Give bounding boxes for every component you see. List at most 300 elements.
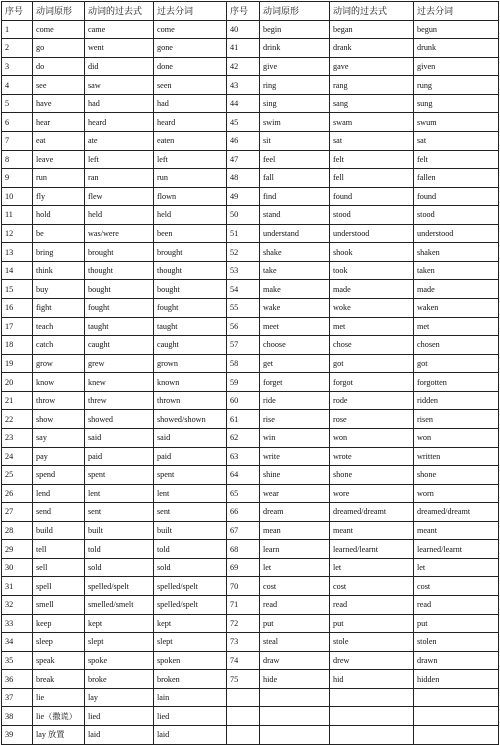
index-cell: 66 — [227, 503, 260, 522]
base-form-cell: get — [260, 354, 330, 373]
table-header-row — [2, 2, 499, 21]
past-tense-cell: felt — [330, 150, 414, 169]
index-cell: 28 — [2, 521, 33, 540]
base-form-cell: rise — [260, 410, 330, 429]
index-cell: 61 — [227, 410, 260, 429]
past-tense-cell: took — [330, 261, 414, 280]
index-cell: 44 — [227, 94, 260, 113]
base-form-cell: make — [260, 280, 330, 299]
table-row — [2, 94, 499, 113]
base-form-cell: lie（撒谎） — [33, 707, 85, 726]
base-form-cell: ride — [260, 391, 330, 410]
index-cell: 9 — [2, 169, 33, 188]
past-participle-cell: made — [414, 280, 499, 299]
past-participle-cell: been — [154, 224, 227, 243]
past-participle-cell: paid — [154, 447, 227, 466]
past-tense-cell: meant — [330, 521, 414, 540]
index-cell: 58 — [227, 354, 260, 373]
base-form-cell: lend — [33, 484, 85, 503]
index-cell: 43 — [227, 76, 260, 95]
past-tense-cell: broke — [85, 670, 154, 689]
past-participle-cell: put — [414, 614, 499, 633]
past-participle-cell: flown — [154, 187, 227, 206]
irregular-verb-table — [1, 1, 499, 745]
base-form-cell: forget — [260, 373, 330, 392]
past-participle-cell: thrown — [154, 391, 227, 410]
index-cell: 14 — [2, 261, 33, 280]
past-participle-cell: stood — [414, 206, 499, 225]
past-tense-cell: kept — [85, 614, 154, 633]
past-tense-cell: learned/learnt — [330, 540, 414, 559]
past-participle-cell: fallen — [414, 169, 499, 188]
base-form-cell: fall — [260, 169, 330, 188]
table-row — [2, 614, 499, 633]
base-form-cell: break — [33, 670, 85, 689]
table-row — [2, 540, 499, 559]
past-tense-cell: paid — [85, 447, 154, 466]
header-index-left: 序号 — [2, 2, 33, 21]
past-tense-cell: put — [330, 614, 414, 633]
past-participle-cell: drawn — [414, 651, 499, 670]
base-form-cell: fight — [33, 299, 85, 318]
past-tense-cell: taught — [85, 317, 154, 336]
base-form-cell: hear — [33, 113, 85, 132]
past-participle-cell: waken — [414, 299, 499, 318]
past-tense-cell: had — [85, 94, 154, 113]
base-form-cell: spell — [33, 577, 85, 596]
index-cell: 27 — [2, 503, 33, 522]
table-row — [2, 410, 499, 429]
base-form-cell: feel — [260, 150, 330, 169]
past-participle-cell: sold — [154, 558, 227, 577]
base-form-cell: take — [260, 261, 330, 280]
past-participle-cell: done — [154, 57, 227, 76]
index-cell: 59 — [227, 373, 260, 392]
index-cell: 38 — [2, 707, 33, 726]
table-row — [2, 688, 499, 707]
base-form-cell: be — [33, 224, 85, 243]
base-form-cell — [260, 688, 330, 707]
past-participle-cell: hidden — [414, 670, 499, 689]
index-cell: 24 — [2, 447, 33, 466]
base-form-cell: read — [260, 596, 330, 615]
base-form-cell: come — [33, 20, 85, 39]
index-cell: 75 — [227, 670, 260, 689]
past-participle-cell — [414, 688, 499, 707]
header-base-form-left: 动词原形 — [33, 2, 85, 21]
past-tense-cell — [330, 688, 414, 707]
past-tense-cell: bought — [85, 280, 154, 299]
past-participle-cell: sent — [154, 503, 227, 522]
base-form-cell: lay 放置 — [33, 725, 85, 744]
index-cell: 41 — [227, 39, 260, 58]
past-participle-cell: held — [154, 206, 227, 225]
past-tense-cell: showed — [85, 410, 154, 429]
base-form-cell: hide — [260, 670, 330, 689]
past-participle-cell: gone — [154, 39, 227, 58]
past-tense-cell: rode — [330, 391, 414, 410]
index-cell: 49 — [227, 187, 260, 206]
base-form-cell: win — [260, 428, 330, 447]
past-participle-cell: laid — [154, 725, 227, 744]
index-cell: 31 — [2, 577, 33, 596]
index-cell: 17 — [2, 317, 33, 336]
header-past-participle-left: 过去分词 — [154, 2, 227, 21]
index-cell: 21 — [2, 391, 33, 410]
index-cell: 22 — [2, 410, 33, 429]
base-form-cell: sit — [260, 131, 330, 150]
past-tense-cell: wore — [330, 484, 414, 503]
index-cell: 42 — [227, 57, 260, 76]
index-cell: 74 — [227, 651, 260, 670]
base-form-cell: meet — [260, 317, 330, 336]
base-form-cell: think — [33, 261, 85, 280]
base-form-cell: swim — [260, 113, 330, 132]
index-cell: 55 — [227, 299, 260, 318]
past-participle-cell: stolen — [414, 633, 499, 652]
past-participle-cell: won — [414, 428, 499, 447]
past-tense-cell: caught — [85, 336, 154, 355]
past-participle-cell: risen — [414, 410, 499, 429]
past-tense-cell: grew — [85, 354, 154, 373]
past-tense-cell: laid — [85, 725, 154, 744]
index-cell: 13 — [2, 243, 33, 262]
past-participle-cell: had — [154, 94, 227, 113]
base-form-cell: dream — [260, 503, 330, 522]
index-cell: 39 — [2, 725, 33, 744]
base-form-cell: put — [260, 614, 330, 633]
table-row — [2, 558, 499, 577]
table-row — [2, 131, 499, 150]
past-tense-cell: flew — [85, 187, 154, 206]
past-tense-cell: rose — [330, 410, 414, 429]
past-tense-cell: sang — [330, 94, 414, 113]
table-row — [2, 447, 499, 466]
past-tense-cell: shook — [330, 243, 414, 262]
index-cell: 62 — [227, 428, 260, 447]
past-participle-cell: lied — [154, 707, 227, 726]
past-participle-cell: forgotten — [414, 373, 499, 392]
index-cell: 15 — [2, 280, 33, 299]
base-form-cell: bring — [33, 243, 85, 262]
table-row — [2, 280, 499, 299]
past-participle-cell: sung — [414, 94, 499, 113]
past-tense-cell: left — [85, 150, 154, 169]
base-form-cell: teach — [33, 317, 85, 336]
index-cell — [227, 688, 260, 707]
past-tense-cell: understood — [330, 224, 414, 243]
index-cell: 8 — [2, 150, 33, 169]
past-participle-cell: drunk — [414, 39, 499, 58]
index-cell: 4 — [2, 76, 33, 95]
index-cell: 20 — [2, 373, 33, 392]
base-form-cell: go — [33, 39, 85, 58]
index-cell: 36 — [2, 670, 33, 689]
base-form-cell: have — [33, 94, 85, 113]
past-tense-cell: spelled/spelt — [85, 577, 154, 596]
table-row — [2, 336, 499, 355]
past-participle-cell: rung — [414, 76, 499, 95]
past-participle-cell: learned/learnt — [414, 540, 499, 559]
past-tense-cell: slept — [85, 633, 154, 652]
index-cell — [227, 707, 260, 726]
index-cell: 72 — [227, 614, 260, 633]
table-row — [2, 224, 499, 243]
past-participle-cell: worn — [414, 484, 499, 503]
table-row — [2, 484, 499, 503]
past-tense-cell: ate — [85, 131, 154, 150]
table-row — [2, 651, 499, 670]
base-form-cell: let — [260, 558, 330, 577]
base-form-cell: understand — [260, 224, 330, 243]
base-form-cell: begin — [260, 20, 330, 39]
table-row — [2, 57, 499, 76]
header-past-tense-left: 动词的过去式 — [85, 2, 154, 21]
header-past-tense-right: 动词的过去式 — [330, 2, 414, 21]
table-row — [2, 725, 499, 744]
index-cell: 18 — [2, 336, 33, 355]
index-cell: 54 — [227, 280, 260, 299]
index-cell: 29 — [2, 540, 33, 559]
index-cell: 68 — [227, 540, 260, 559]
table-row — [2, 670, 499, 689]
table-body — [2, 20, 499, 744]
past-participle-cell: kept — [154, 614, 227, 633]
index-cell: 48 — [227, 169, 260, 188]
past-tense-cell: drank — [330, 39, 414, 58]
index-cell: 2 — [2, 39, 33, 58]
index-cell: 65 — [227, 484, 260, 503]
past-participle-cell — [414, 725, 499, 744]
table-row — [2, 261, 499, 280]
base-form-cell: find — [260, 187, 330, 206]
table-row — [2, 577, 499, 596]
table-row — [2, 391, 499, 410]
base-form-cell: stand — [260, 206, 330, 225]
past-participle-cell: taken — [414, 261, 499, 280]
past-tense-cell: drew — [330, 651, 414, 670]
index-cell: 56 — [227, 317, 260, 336]
table-row — [2, 150, 499, 169]
past-tense-cell: said — [85, 428, 154, 447]
index-cell: 19 — [2, 354, 33, 373]
index-cell: 3 — [2, 57, 33, 76]
base-form-cell: choose — [260, 336, 330, 355]
base-form-cell: pay — [33, 447, 85, 466]
past-tense-cell: thought — [85, 261, 154, 280]
past-participle-cell: lent — [154, 484, 227, 503]
past-participle-cell: run — [154, 169, 227, 188]
base-form-cell: sing — [260, 94, 330, 113]
past-tense-cell: ran — [85, 169, 154, 188]
index-cell: 50 — [227, 206, 260, 225]
base-form-cell: eat — [33, 131, 85, 150]
header-past-participle-right: 过去分词 — [414, 2, 499, 21]
index-cell: 30 — [2, 558, 33, 577]
base-form-cell: leave — [33, 150, 85, 169]
base-form-cell: lie — [33, 688, 85, 707]
base-form-cell: steal — [260, 633, 330, 652]
past-tense-cell: read — [330, 596, 414, 615]
past-participle-cell: meant — [414, 521, 499, 540]
table-row — [2, 466, 499, 485]
base-form-cell: drink — [260, 39, 330, 58]
past-participle-cell: found — [414, 187, 499, 206]
base-form-cell: catch — [33, 336, 85, 355]
base-form-cell: write — [260, 447, 330, 466]
past-tense-cell: swam — [330, 113, 414, 132]
past-participle-cell: thought — [154, 261, 227, 280]
past-participle-cell: written — [414, 447, 499, 466]
base-form-cell: ring — [260, 76, 330, 95]
base-form-cell: hold — [33, 206, 85, 225]
past-participle-cell: swum — [414, 113, 499, 132]
past-participle-cell: built — [154, 521, 227, 540]
base-form-cell: sell — [33, 558, 85, 577]
base-form-cell: cost — [260, 577, 330, 596]
past-tense-cell: was/were — [85, 224, 154, 243]
past-participle-cell: said — [154, 428, 227, 447]
index-cell: 73 — [227, 633, 260, 652]
past-tense-cell: shone — [330, 466, 414, 485]
table-row — [2, 243, 499, 262]
past-participle-cell: caught — [154, 336, 227, 355]
base-form-cell: speak — [33, 651, 85, 670]
index-cell: 11 — [2, 206, 33, 225]
past-participle-cell: ridden — [414, 391, 499, 410]
past-tense-cell: smelled/smelt — [85, 596, 154, 615]
past-participle-cell: taught — [154, 317, 227, 336]
table-row — [2, 76, 499, 95]
past-tense-cell: held — [85, 206, 154, 225]
index-cell: 57 — [227, 336, 260, 355]
past-tense-cell: spoke — [85, 651, 154, 670]
index-cell: 1 — [2, 20, 33, 39]
index-cell: 63 — [227, 447, 260, 466]
past-participle-cell: bought — [154, 280, 227, 299]
table-row — [2, 113, 499, 132]
base-form-cell: shake — [260, 243, 330, 262]
table-row — [2, 633, 499, 652]
past-tense-cell: won — [330, 428, 414, 447]
index-cell: 45 — [227, 113, 260, 132]
past-tense-cell: knew — [85, 373, 154, 392]
index-cell: 35 — [2, 651, 33, 670]
base-form-cell: spend — [33, 466, 85, 485]
past-participle-cell: met — [414, 317, 499, 336]
past-participle-cell: spelled/spelt — [154, 577, 227, 596]
past-tense-cell: threw — [85, 391, 154, 410]
past-participle-cell: shone — [414, 466, 499, 485]
past-tense-cell: stood — [330, 206, 414, 225]
past-participle-cell: sat — [414, 131, 499, 150]
past-tense-cell — [330, 725, 414, 744]
index-cell: 46 — [227, 131, 260, 150]
index-cell: 12 — [2, 224, 33, 243]
base-form-cell: do — [33, 57, 85, 76]
base-form-cell: mean — [260, 521, 330, 540]
past-tense-cell: forgot — [330, 373, 414, 392]
table-row — [2, 503, 499, 522]
past-participle-cell: got — [414, 354, 499, 373]
past-tense-cell: hid — [330, 670, 414, 689]
past-participle-cell: chosen — [414, 336, 499, 355]
base-form-cell — [260, 707, 330, 726]
header-base-form-right: 动词原形 — [260, 2, 330, 21]
index-cell: 33 — [2, 614, 33, 633]
past-tense-cell: saw — [85, 76, 154, 95]
past-tense-cell: rang — [330, 76, 414, 95]
table-row — [2, 39, 499, 58]
past-participle-cell: spent — [154, 466, 227, 485]
index-cell: 7 — [2, 131, 33, 150]
past-participle-cell: heard — [154, 113, 227, 132]
past-tense-cell: got — [330, 354, 414, 373]
past-participle-cell: spelled/spelt — [154, 596, 227, 615]
past-tense-cell: wrote — [330, 447, 414, 466]
past-tense-cell: spent — [85, 466, 154, 485]
base-form-cell: draw — [260, 651, 330, 670]
table-row — [2, 707, 499, 726]
past-participle-cell: cost — [414, 577, 499, 596]
past-tense-cell: fell — [330, 169, 414, 188]
past-tense-cell: told — [85, 540, 154, 559]
past-participle-cell — [414, 707, 499, 726]
past-participle-cell: spoken — [154, 651, 227, 670]
base-form-cell: sleep — [33, 633, 85, 652]
past-participle-cell: shaken — [414, 243, 499, 262]
past-tense-cell: found — [330, 187, 414, 206]
past-participle-cell: broken — [154, 670, 227, 689]
index-cell: 6 — [2, 113, 33, 132]
index-cell: 52 — [227, 243, 260, 262]
base-form-cell: know — [33, 373, 85, 392]
table-row — [2, 373, 499, 392]
past-tense-cell: went — [85, 39, 154, 58]
base-form-cell: wake — [260, 299, 330, 318]
index-cell: 34 — [2, 633, 33, 652]
table-row — [2, 187, 499, 206]
past-tense-cell: woke — [330, 299, 414, 318]
past-tense-cell: dreamed/dreamt — [330, 503, 414, 522]
past-participle-cell: slept — [154, 633, 227, 652]
index-cell: 47 — [227, 150, 260, 169]
past-tense-cell: gave — [330, 57, 414, 76]
past-tense-cell: brought — [85, 243, 154, 262]
past-tense-cell: stole — [330, 633, 414, 652]
past-tense-cell: came — [85, 20, 154, 39]
base-form-cell: keep — [33, 614, 85, 633]
base-form-cell: show — [33, 410, 85, 429]
index-cell: 51 — [227, 224, 260, 243]
past-participle-cell: grown — [154, 354, 227, 373]
table-row — [2, 169, 499, 188]
past-tense-cell: sent — [85, 503, 154, 522]
table-row — [2, 20, 499, 39]
past-tense-cell: cost — [330, 577, 414, 596]
index-cell: 69 — [227, 558, 260, 577]
past-tense-cell: let — [330, 558, 414, 577]
past-tense-cell: heard — [85, 113, 154, 132]
base-form-cell: send — [33, 503, 85, 522]
past-participle-cell: read — [414, 596, 499, 615]
past-tense-cell: did — [85, 57, 154, 76]
header-index-right: 序号 — [227, 2, 260, 21]
past-participle-cell: felt — [414, 150, 499, 169]
index-cell: 70 — [227, 577, 260, 596]
past-tense-cell: lied — [85, 707, 154, 726]
base-form-cell: see — [33, 76, 85, 95]
